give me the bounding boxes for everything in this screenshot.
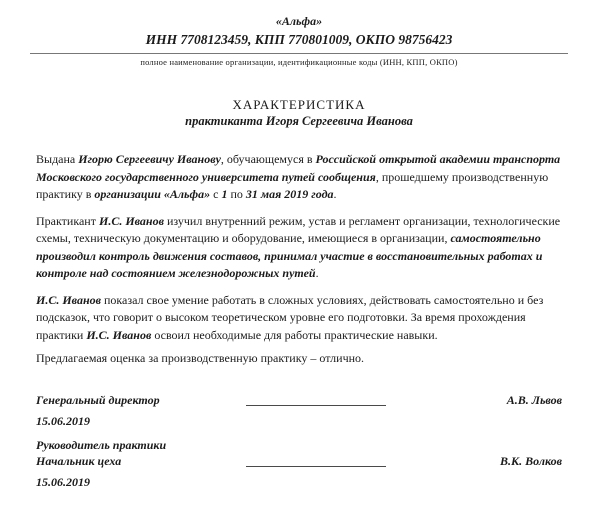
org-name: «Альфа» [275,14,323,28]
paragraph-grade: Предлагаемая оценка за производственную практику – отлично. [36,351,365,365]
signature-date: 15.06.2019 [36,475,90,489]
signature-role-line: Начальник цеха [36,453,122,468]
signature-role-line: Генеральный директор [36,392,160,407]
signature-line [246,405,386,406]
signature-name: В.К. Волков [500,453,562,468]
signature-row-director [36,393,562,409]
signature-spacer [36,429,562,438]
paragraph-assessment: И.С. Иванов показал свое умение работать в сложных условиях, действовать самостоятельно и без подсказок, что говорит о высоком теоретическом уровне его подготовки. За время прохождения практики И.С. Иванов освоил необходимые для работы практические навыки. [36,292,544,342]
signature-row-supervisor [36,438,562,469]
document-subtitle: практиканта Игоря Сергеевича Иванова [185,114,413,128]
org-header [36,14,562,68]
document-body [36,151,562,368]
org-codes: ИНН 7708123459, КПП 770801009, ОКПО 98756423 [145,32,453,47]
signature-date: 15.06.2019 [36,414,90,428]
signature-role [36,393,241,409]
signature-line [246,466,386,467]
paragraph-issued-to: Выдана Игорю Сергеевичу Иванову, обучающемуся в Российской открытой академии транспорта Московского государственного университета путей сообщения, прошедшему производственную практику в организации «Альфа» с 1 по 31 мая 2019 года. [36,152,561,201]
signature-role-line: Руководитель практики [36,438,167,452]
header-caption: полное наименование организации, идентификационные коды (ИНН, КПП, ОКПО) [140,57,458,67]
signature-block [36,393,562,491]
title-block [36,97,562,129]
header-divider [30,53,568,54]
document-title: ХАРАКТЕРИСТИКА [232,97,366,112]
signature-name: А.В. Львов [506,392,562,407]
paragraph-activities: Практикант И.С. Иванов изучил внутренний режим, устав и регламент организации, технологические схемы, техническую документацию и оборудование, имеющиеся в организации, самостоятельно производил контроль движения составов, принимал участие в восстановительных работах и контроле над состоянием железнодорожных путей. [36,213,561,280]
signature-role [36,438,241,469]
